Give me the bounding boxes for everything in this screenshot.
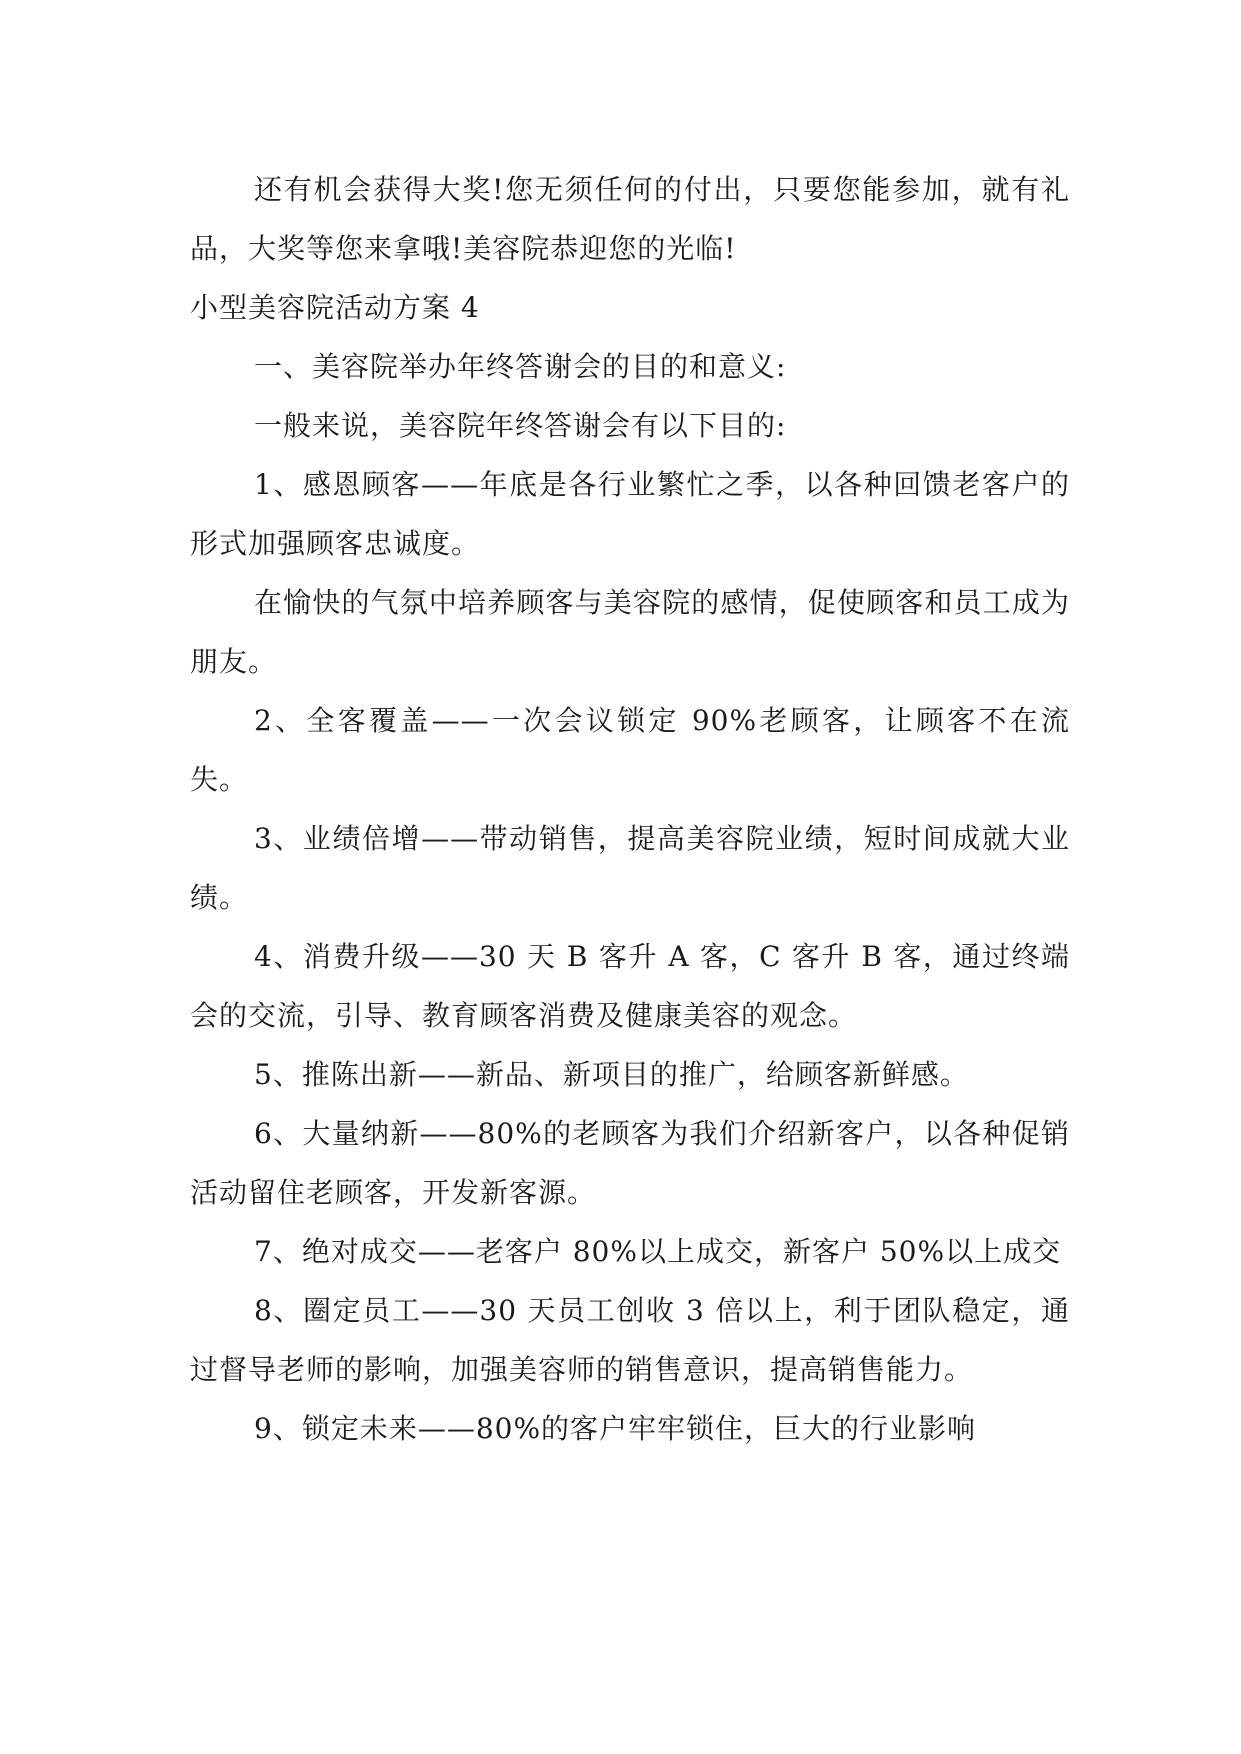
paragraph-item-1: 1、感恩顾客——年底是各行业繁忙之季，以各种回馈老客户的形式加强顾客忠诚度。 <box>190 468 1070 560</box>
paragraph-purpose-title: 一、美容院举办年终答谢会的目的和意义: <box>254 350 787 383</box>
paragraph-item-2: 2、全客覆盖——一次会议锁定 90%老顾客，让顾客不在流失。 <box>190 704 1070 796</box>
document-body <box>190 160 1070 1458</box>
paragraph-item-8: 8、圈定员工——30 天员工创收 3 倍以上，利于团队稳定，通过督导老师的影响，加强美容师的销售意识，提高销售能力。 <box>190 1294 1070 1386</box>
paragraph-item-6: 6、大量纳新——80%的老顾客为我们介绍新客户，以各种促销活动留住老顾客，开发新客源。 <box>190 1117 1070 1209</box>
section-heading: 小型美容院活动方案 4 <box>190 291 480 324</box>
intro-paragraph: 还有机会获得大奖!您无须任何的付出，只要您能参加，就有礼品，大奖等您来拿哦!美容院恭迎您的光临! <box>190 173 1070 265</box>
paragraph-purpose-intro: 一般来说，美容院年终答谢会有以下目的: <box>254 409 787 442</box>
paragraph-item-1-detail: 在愉快的气氛中培养顾客与美容院的感情，促使顾客和员工成为朋友。 <box>190 586 1070 678</box>
paragraph-item-3: 3、业绩倍增——带动销售，提高美容院业绩，短时间成就大业绩。 <box>190 822 1070 914</box>
paragraph-item-7: 7、绝对成交——老客户 80%以上成交，新客户 50%以上成交 <box>254 1235 1062 1268</box>
paragraph-item-4: 4、消费升级——30 天 B 客升 A 客，C 客升 B 客，通过终端会的交流，引导、教育顾客消费及健康美容的观念。 <box>190 940 1070 1032</box>
paragraph-item-5: 5、推陈出新——新品、新项目的推广，给顾客新鲜感。 <box>254 1058 969 1091</box>
paragraph-item-9: 9、锁定未来——80%的客户牢牢锁住，巨大的行业影响 <box>254 1412 977 1445</box>
